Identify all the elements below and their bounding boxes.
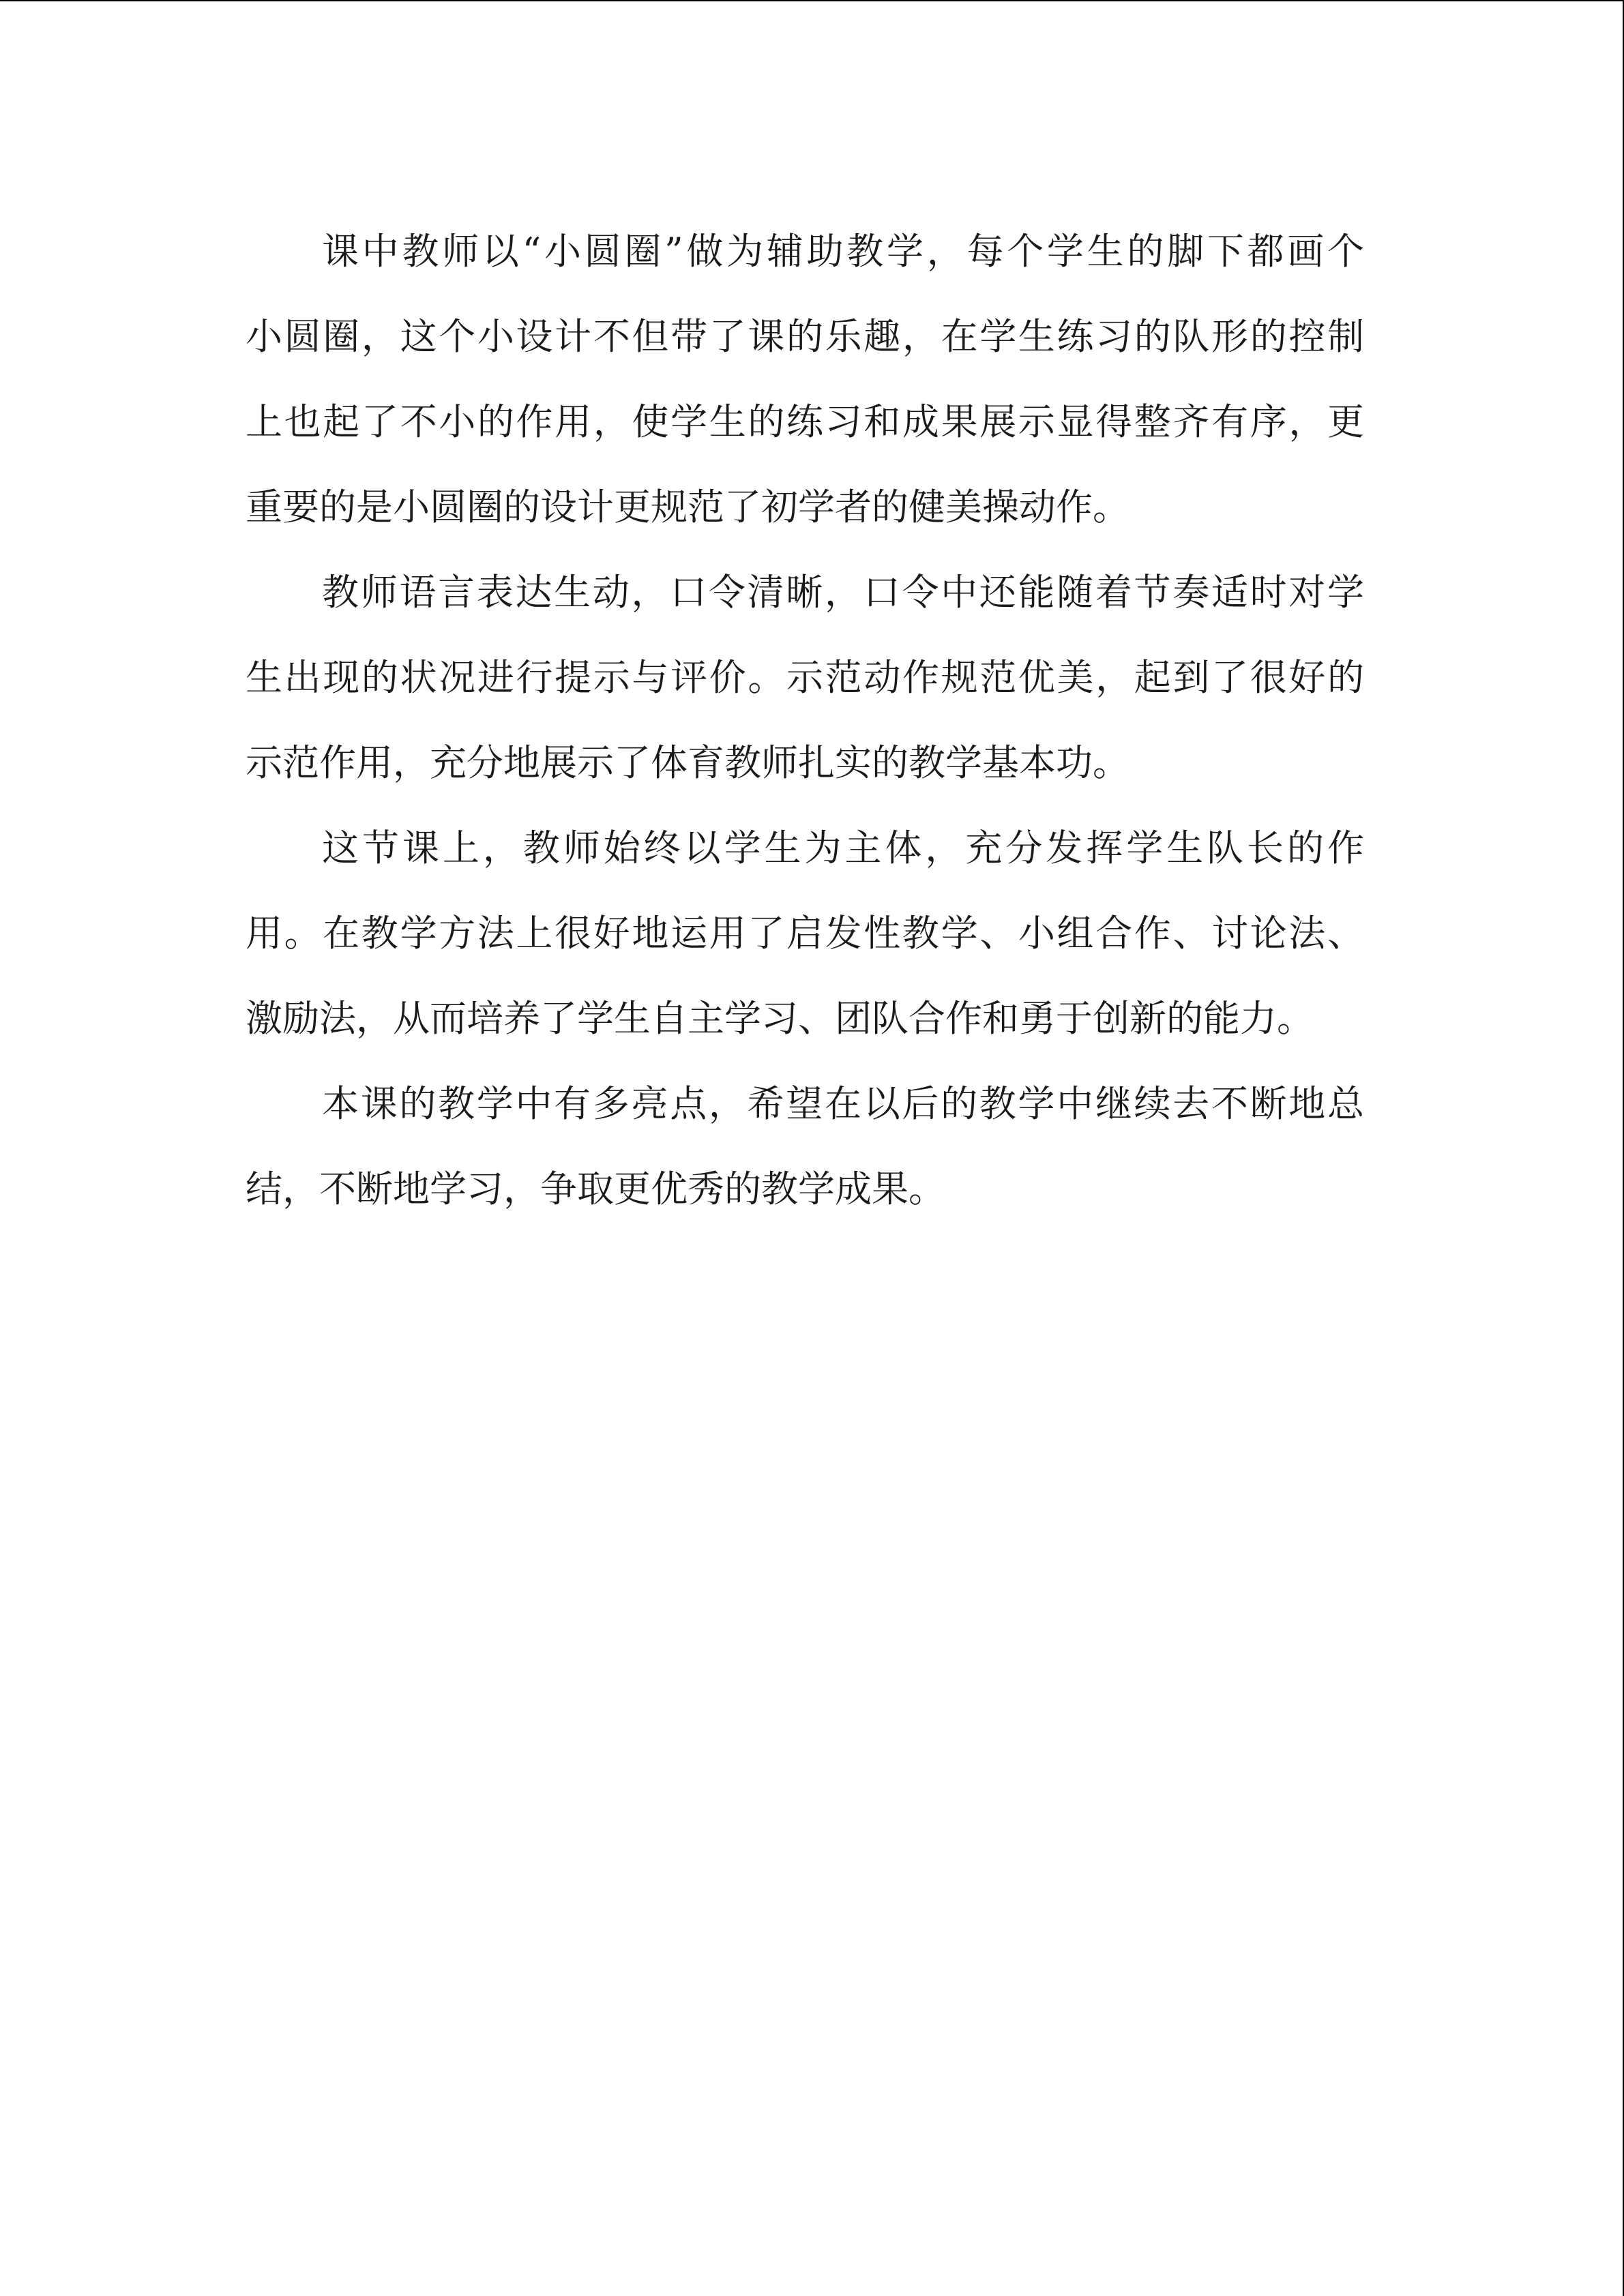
paragraph-line: 教师语言表达生动，口令清晰，口令中还能随着节奏适时对学 bbox=[322, 571, 1364, 614]
paragraph-line: 小圆圈，这个小设计不但带了课的乐趣，在学生练习的队形的控制 bbox=[246, 315, 1364, 358]
paragraph-3 bbox=[246, 805, 1364, 1061]
paragraph-1 bbox=[246, 209, 1364, 550]
document-body bbox=[246, 209, 1364, 1232]
paragraph-line: 上也起了不小的作用，使学生的练习和成果展示显得整齐有序，更 bbox=[246, 400, 1364, 443]
paragraph-line: 用。在教学方法上很好地运用了启发性教学、小组合作、讨论法、 bbox=[246, 912, 1364, 955]
paragraph-2 bbox=[246, 550, 1364, 805]
paragraph-line: 示范作用，充分地展示了体育教师扎实的教学基本功。 bbox=[246, 741, 1130, 784]
paragraph-line: 生出现的状况进行提示与评价。示范动作规范优美，起到了很好的 bbox=[246, 656, 1364, 699]
paragraph-4 bbox=[246, 1061, 1364, 1232]
paragraph-line: 课中教师以“小圆圈”做为辅助教学，每个学生的脚下都画个 bbox=[322, 230, 1364, 273]
paragraph-line: 重要的是小圆圈的设计更规范了初学者的健美操动作。 bbox=[246, 486, 1130, 528]
paragraph-line: 激励法，从而培养了学生自主学习、团队合作和勇于创新的能力。 bbox=[246, 997, 1314, 1040]
paragraph-line: 本课的教学中有多亮点，希望在以后的教学中继续去不断地总 bbox=[322, 1082, 1364, 1125]
paragraph-line: 这节课上，教师始终以学生为主体，充分发挥学生队长的作 bbox=[322, 826, 1364, 869]
paragraph-line: 结，不断地学习，争取更优秀的教学成果。 bbox=[246, 1167, 945, 1210]
